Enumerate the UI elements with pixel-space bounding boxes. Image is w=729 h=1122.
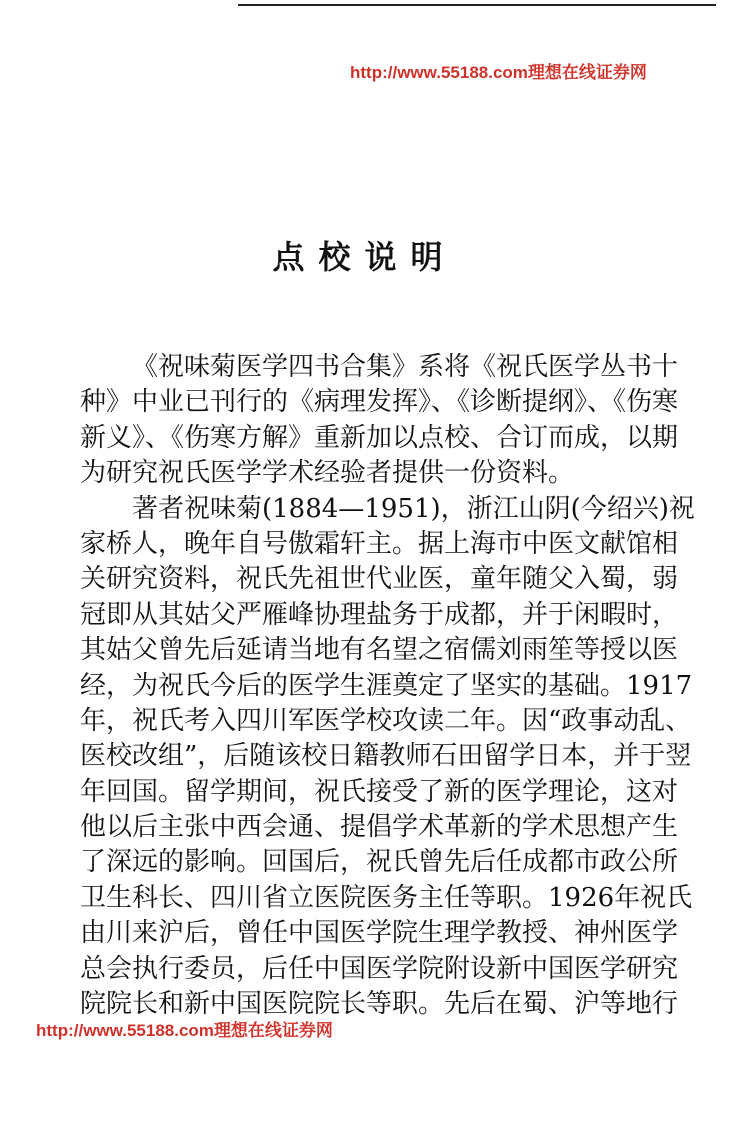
text-line: 关研究资料，祝氏先祖世代业医，童年随父入蜀，弱	[80, 564, 679, 595]
text-line: 家桥人，晚年自号傲霜轩主。据上海市中医文献馆相	[80, 528, 679, 559]
text-line: 著者祝味菊(1884—1951)，浙江山阴(今绍兴)祝	[132, 493, 695, 524]
watermark-top[interactable]: http://www.55188.com理想在线证券网	[350, 63, 647, 82]
text-line: 其姑父曾先后延请当地有名望之宿儒刘雨笙等授以医	[80, 635, 679, 666]
text-line: 《祝味菊医学四书合集》系将《祝氏医学丛书十	[132, 352, 679, 382]
text-line: 冠即从其姑父严雁峰协理盐务于成都，并于闲暇时，	[80, 599, 679, 630]
page-title: 点校说明	[272, 238, 457, 276]
text-line: 他以后主张中西会通、提倡学术革新的学术思想产生	[80, 812, 679, 843]
text-line: 总会执行委员，后任中国医学院附设新中国医学研究	[80, 953, 679, 984]
text-line: 经，为祝氏今后的医学生涯奠定了坚实的基础。1917	[80, 670, 693, 701]
text-line: 院院长和新中国医院院长等职。先后在蜀、沪等地行	[80, 989, 679, 1020]
text-line: 年，祝氏考入四川军医学校攻读二年。因“政事动乱、	[80, 705, 692, 736]
text-line: 医校改组”，后随该校日籍教师石田留学日本，并于翌	[80, 741, 692, 772]
text-line: 新义》、《伤寒方解》重新加以点校、合订而成，以期	[80, 422, 679, 453]
text-line: 为研究祝氏医学学术经验者提供一份资料。	[80, 458, 575, 489]
text-line: 年回国。留学期间，祝氏接受了新的医学理论，这对	[80, 776, 679, 807]
top-rule	[238, 4, 708, 6]
top-rule-end	[708, 4, 716, 6]
text-line: 由川来沪后，曾任中国医学院生理学教授、神州医学	[80, 918, 679, 949]
text-line: 卫生科长、四川省立医院医务主任等职。1926年祝氏	[80, 882, 693, 913]
watermark-bottom[interactable]: http://www.55188.com理想在线证券网	[36, 1021, 333, 1040]
text-line: 了深远的影响。回国后，祝氏曾先后任成都市政公所	[80, 847, 679, 878]
body-text	[80, 350, 695, 1022]
text-line: 种》中业已刊行的《病理发挥》、《诊断提纲》、《伤寒	[80, 387, 679, 418]
